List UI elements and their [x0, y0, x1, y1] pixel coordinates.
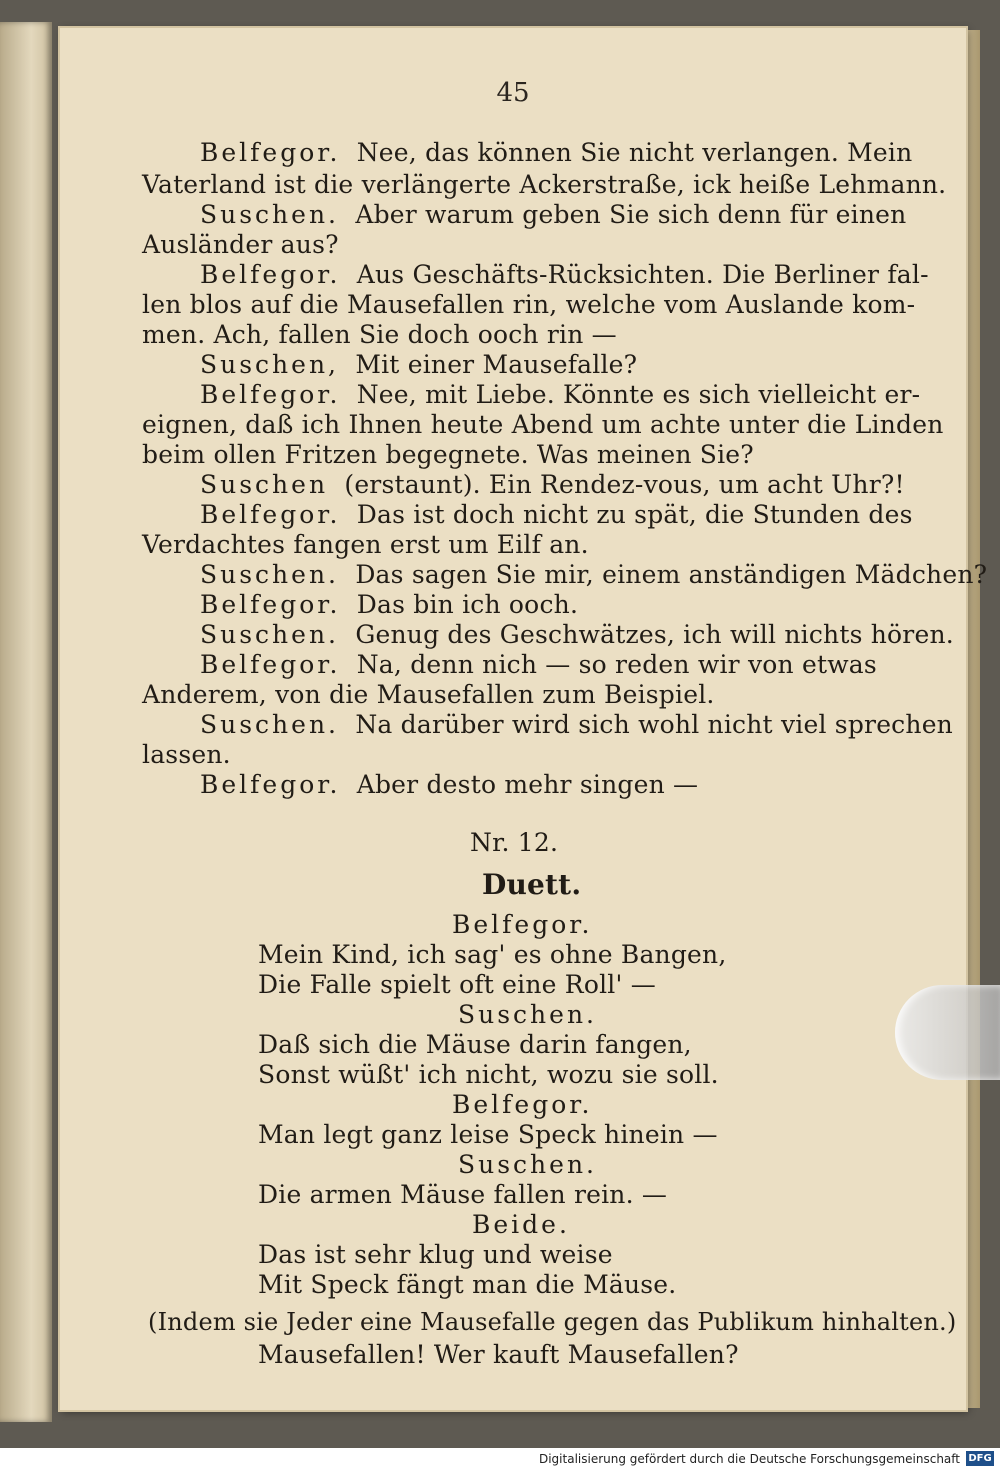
speaker-name: Belfegor. — [200, 590, 341, 619]
line-text: Das sagen Sie mir, einem anständigen Mädchen? — [355, 560, 988, 589]
final-line: Mausefallen! Wer kauft Mausefallen? — [258, 1340, 739, 1369]
line-text: Anderem, von die Mausefallen zum Beispiel. — [142, 680, 715, 709]
speaker-name: Suschen. — [200, 710, 340, 739]
verse-line: Mein Kind, ich sag' es ohne Bangen, — [258, 940, 727, 969]
verse-speaker: Belfegor. — [452, 910, 593, 939]
verse-line: Die Falle spielt oft eine Roll' — — [258, 970, 656, 999]
line-text: men. Ach, fallen Sie doch ooch rin — — [142, 320, 617, 349]
text-line — [142, 530, 589, 559]
book-page — [60, 28, 988, 1410]
line-text: Verdachtes fangen erst um Eilf an. — [142, 530, 589, 559]
text-line — [142, 170, 947, 199]
line-text: eignen, daß ich Ihnen heute Abend um achte unter die Linden — [142, 410, 944, 439]
stage-direction: (Indem sie Jeder eine Mausefalle gegen das Publikum hinhalten.) — [148, 1308, 957, 1336]
text-line — [200, 380, 921, 409]
text-line — [142, 680, 715, 709]
speaker-name: Belfegor. — [200, 770, 341, 799]
thumb-overlay — [895, 985, 1000, 1080]
speaker-name: Belfegor. — [200, 650, 341, 679]
line-text: Nee, mit Liebe. Könnte es sich vielleicht er- — [356, 380, 921, 409]
speaker-name: Suschen — [200, 470, 329, 499]
text-line — [142, 320, 617, 349]
line-text: beim ollen Fritzen begegnete. Was meinen Sie? — [142, 440, 754, 469]
speaker-name: Suschen, — [200, 350, 340, 379]
verse-speaker: Belfegor. — [452, 1090, 593, 1119]
speaker-name: Belfegor. — [200, 260, 341, 289]
text-line — [200, 770, 698, 799]
verse-speaker: Suschen. — [458, 1150, 598, 1179]
text-line — [142, 440, 754, 469]
speaker-name: Belfegor. — [200, 500, 341, 529]
footer-bar — [0, 1448, 1000, 1471]
text-line — [200, 200, 907, 229]
song-number: Nr. 12. — [470, 828, 559, 857]
line-text: Nee, das können Sie nicht verlangen. Mein — [356, 138, 913, 167]
speaker-name: Suschen. — [200, 560, 340, 589]
page-stack-edge — [966, 30, 980, 1408]
funding-credit: Digitalisierung gefördert durch die Deutsche Forschungsgemeinschaft — [538, 1452, 960, 1466]
verse-line: Die armen Mäuse fallen rein. — — [258, 1180, 668, 1209]
verse-speaker: Suschen. — [458, 1000, 598, 1029]
text-line — [200, 470, 905, 499]
text-line — [200, 710, 953, 739]
text-line — [200, 590, 578, 619]
line-text: (erstaunt). Ein Rendez-vous, um acht Uhr?! — [344, 470, 905, 499]
line-text: Das bin ich ooch. — [356, 590, 579, 619]
text-line — [200, 350, 637, 379]
text-line — [142, 740, 231, 769]
text-line — [200, 650, 896, 679]
line-text: Ausländer aus? — [142, 230, 339, 259]
line-text: Genug des Geschwätzes, ich will nichts hören. — [355, 620, 954, 649]
text-line — [200, 560, 987, 589]
verse-line: Das ist sehr klug und weise — [258, 1240, 613, 1269]
text-line — [142, 290, 916, 319]
line-text: Das ist doch nicht zu spät, die Stunden des — [356, 500, 913, 529]
line-text: Aus Geschäfts-Rücksichten. Die Berliner fal- — [356, 260, 929, 289]
text-line — [142, 230, 339, 259]
verse-line: Man legt ganz leise Speck hinein — — [258, 1120, 718, 1149]
page-number: 45 — [496, 78, 530, 108]
line-text: len blos auf die Mausefallen rin, welche vom Auslande kom- — [142, 290, 916, 319]
left-page-edge — [0, 22, 52, 1422]
text-line — [200, 500, 913, 529]
speaker-name: Suschen. — [200, 620, 340, 649]
speaker-name: Suschen. — [200, 200, 340, 229]
dfg-logo-icon: DFG — [966, 1451, 994, 1466]
verse-line: Sonst wüßt' ich nicht, wozu sie soll. — [258, 1060, 719, 1089]
song-title: Duett. — [482, 868, 582, 901]
line-text: Na, denn nich — so reden wir von etwas — [356, 650, 877, 679]
verse-line: Mit Speck fängt man die Mäuse. — [258, 1270, 677, 1299]
text-line — [142, 410, 944, 439]
line-text: Aber desto mehr singen — — [356, 770, 699, 799]
line-text: Vaterland ist die verlängerte Ackerstraße, ick heiße Lehmann. — [142, 170, 947, 199]
text-line — [200, 138, 913, 167]
line-text: Na darüber wird sich wohl nicht viel sprechen — [355, 710, 953, 739]
text-line — [200, 260, 929, 289]
line-text: lassen. — [142, 740, 231, 769]
line-text: Aber warum geben Sie sich denn für einen — [355, 200, 907, 229]
verse-line: Daß sich die Mäuse darin fangen, — [258, 1030, 692, 1059]
verse-speaker: Beide. — [472, 1210, 570, 1239]
speaker-name: Belfegor. — [200, 138, 341, 167]
speaker-name: Belfegor. — [200, 380, 341, 409]
line-text: Mit einer Mausefalle? — [355, 350, 638, 379]
text-line — [200, 620, 954, 649]
